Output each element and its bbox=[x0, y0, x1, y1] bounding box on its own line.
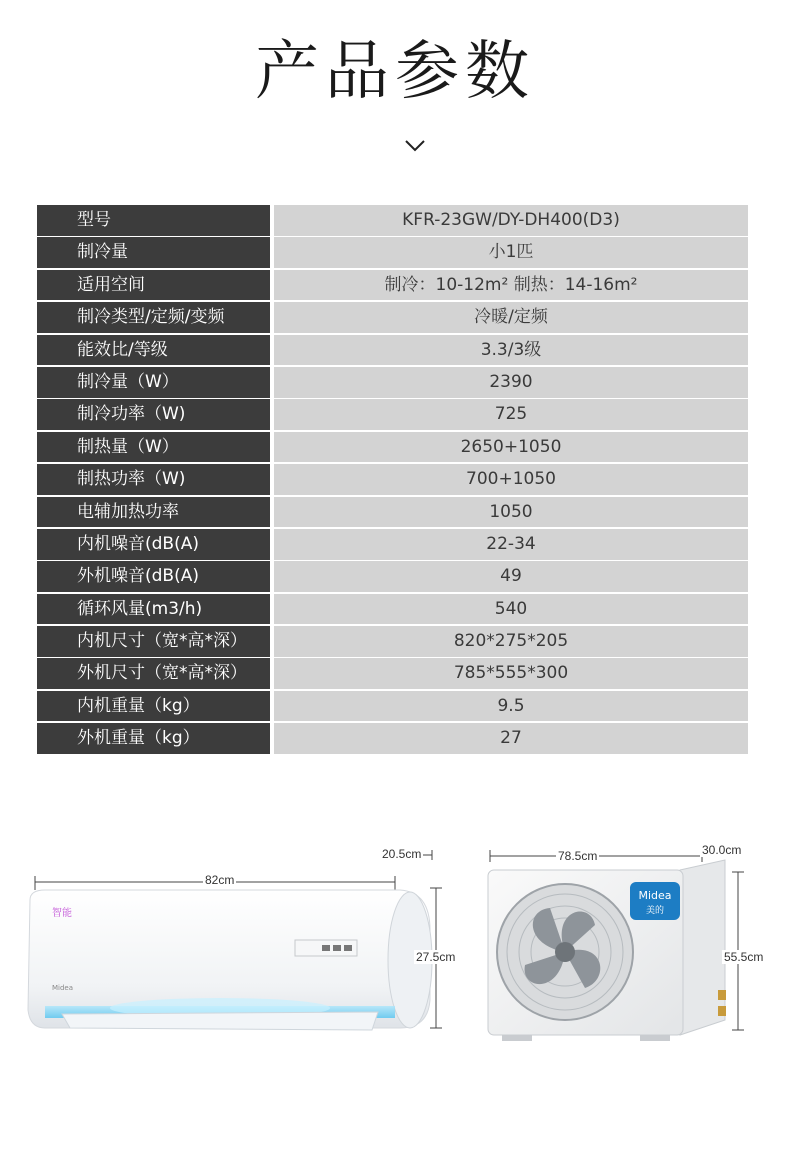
spec-label: 内机重量（kg） bbox=[37, 691, 270, 722]
indoor-height-label: 27.5cm bbox=[416, 950, 456, 964]
spec-label: 循环风量(m3/h) bbox=[37, 594, 270, 625]
outdoor-unit-image bbox=[480, 830, 780, 1060]
spec-label: 制冷类型/定频/变频 bbox=[37, 302, 270, 333]
indoor-unit-image bbox=[0, 830, 470, 1060]
spec-row bbox=[37, 626, 748, 657]
spec-value: KFR-23GW/DY-DH400(D3) bbox=[274, 205, 748, 236]
spec-value: 820*275*205 bbox=[274, 626, 748, 657]
spec-row bbox=[37, 561, 748, 592]
spec-value: 3.3/3级 bbox=[274, 335, 748, 366]
spec-row bbox=[37, 529, 748, 560]
spec-label: 能效比/等级 bbox=[37, 335, 270, 366]
spec-value: 2650+1050 bbox=[274, 432, 748, 463]
spec-row bbox=[37, 270, 748, 301]
spec-row bbox=[37, 335, 748, 366]
spec-table bbox=[37, 205, 748, 756]
spec-row bbox=[37, 691, 748, 722]
outdoor-width-label: 78.5cm bbox=[558, 849, 598, 863]
spec-label: 制冷量（W） bbox=[37, 367, 270, 398]
spec-value: 785*555*300 bbox=[274, 658, 748, 689]
spec-label: 制冷量 bbox=[37, 237, 270, 268]
spec-row bbox=[37, 723, 748, 754]
dimension-illustrations bbox=[0, 830, 790, 1060]
svg-text:美的: 美的 bbox=[645, 906, 665, 916]
spec-row bbox=[37, 399, 748, 430]
spec-value: 725 bbox=[274, 399, 748, 430]
spec-row bbox=[37, 497, 748, 528]
spec-value: 2390 bbox=[274, 367, 748, 398]
spec-row bbox=[37, 205, 748, 236]
spec-label: 制冷功率（W) bbox=[37, 399, 270, 430]
spec-value: 700+1050 bbox=[274, 464, 748, 495]
spec-row bbox=[37, 594, 748, 625]
spec-label: 外机尺寸（宽*高*深） bbox=[37, 658, 270, 689]
spec-row bbox=[37, 302, 748, 333]
spec-value: 9.5 bbox=[274, 691, 748, 722]
spec-value: 540 bbox=[274, 594, 748, 625]
spec-row bbox=[37, 658, 748, 689]
spec-row bbox=[37, 237, 748, 268]
spec-row bbox=[37, 367, 748, 398]
brand-logo-text: Midea bbox=[638, 889, 672, 902]
page-title: 产品参数 bbox=[255, 35, 535, 109]
spec-label: 外机重量（kg） bbox=[37, 723, 270, 754]
spec-row bbox=[37, 432, 748, 463]
svg-text:Midea: Midea bbox=[52, 984, 74, 992]
spec-label: 内机噪音(dB(A) bbox=[37, 529, 270, 560]
spec-value: 22-34 bbox=[274, 529, 748, 560]
indoor-width-label: 82cm bbox=[205, 873, 235, 887]
spec-value: 49 bbox=[274, 561, 748, 592]
spec-label: 内机尺寸（宽*高*深） bbox=[37, 626, 270, 657]
spec-value: 小1匹 bbox=[274, 237, 748, 268]
spec-value: 制冷：10-12m² 制热：14-16m² bbox=[274, 270, 748, 301]
spec-label: 制热功率（W) bbox=[37, 464, 270, 495]
spec-label: 外机噪音(dB(A) bbox=[37, 561, 270, 592]
spec-value: 27 bbox=[274, 723, 748, 754]
outdoor-depth-label: 30.0cm bbox=[702, 843, 742, 857]
spec-label: 适用空间 bbox=[37, 270, 270, 301]
spec-label: 型号 bbox=[37, 205, 270, 236]
spec-label: 制热量（W） bbox=[37, 432, 270, 463]
spec-row bbox=[37, 464, 748, 495]
spec-value: 1050 bbox=[274, 497, 748, 528]
spec-label: 电辅加热功率 bbox=[37, 497, 270, 528]
chevron-down-icon bbox=[403, 138, 427, 154]
spec-value: 冷暖/定频 bbox=[274, 302, 748, 333]
svg-text:智能: 智能 bbox=[52, 908, 72, 919]
outdoor-height-label: 55.5cm bbox=[724, 950, 764, 964]
indoor-depth-label: 20.5cm bbox=[382, 847, 422, 861]
